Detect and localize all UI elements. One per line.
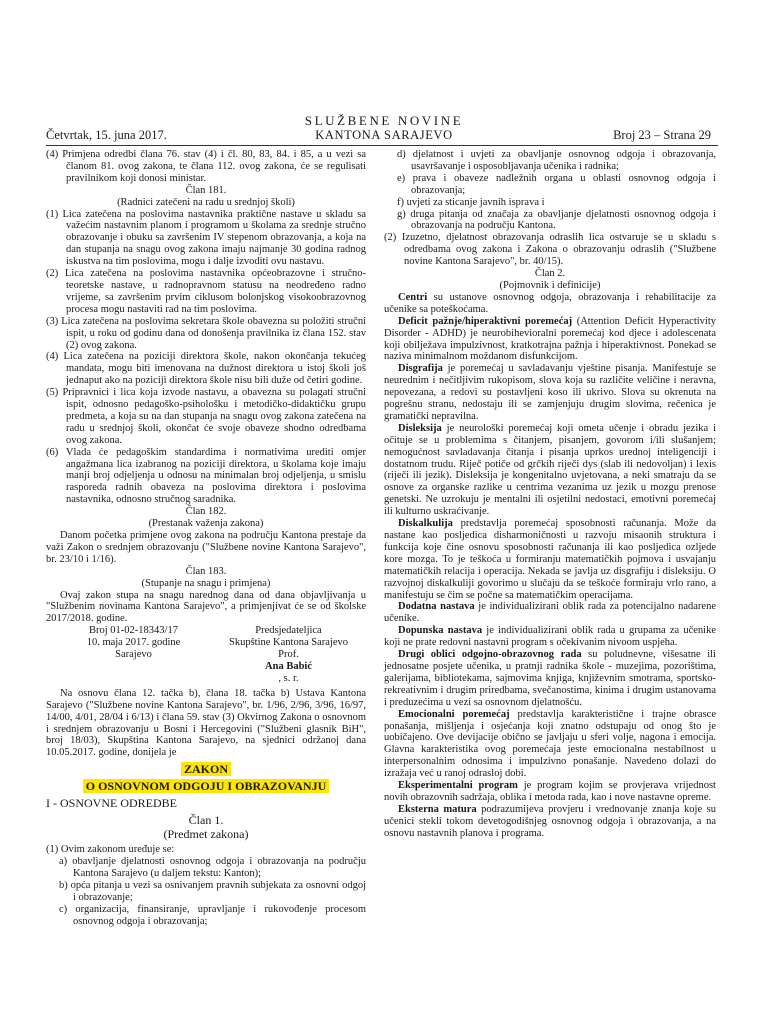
paragraph: (1) Lica zatečena na poslovima nastavnika praktične nastave u skladu sa važećim nastavnim planom i programom u školama za srednje stručno obrazovanje i obuku sa završenim IV stepenom obrazovanja, a koja na dan stupanja na snagu ovog zakona imaju najmanje 30 godina radnog iskustva na tim poslovima, mogu i dalje izvoditi ovu nastavu. — [46, 208, 366, 268]
left-column — [46, 149, 366, 928]
article-heading: Član 182. — [185, 506, 227, 518]
list-item: b) opća pitanja u vezi sa osnivanjem pravnih subjekata za osnovni odgoj i obrazovanje; — [59, 879, 366, 903]
gazette-subtitle: KANTONA SARAJEVO — [315, 128, 453, 142]
document-place: Sarajevo — [115, 649, 152, 661]
article-title: (Predmet zakona) — [163, 827, 249, 842]
issue-number: Broj 23 – Strana 29 — [613, 128, 711, 142]
definition: Diskalkulija predstavlja poremećaj sposobnosti računanja. Može da nastane kao posljedica disharmoničnosti u razvoju misaonih struktura i funkcija koje čine osnovu sposobnosti računanja ili kao posljedica ozljede kore mozga. To je teškoća u formiranju matematičkih pojmova i usvajanju matematičkih relacija i operacija. Nekada se javlja uz disgrafiju i disleksiju. O razvojnoj diskalkuliji govorimo u slučaju da se teškoće formiraju vrlo rano, a manifestuju se čim se počne sa matematičkim operacijama. — [384, 518, 716, 601]
list-item: a) obavljanje djelatnosti osnovnog odgoja i obrazovanja na području Kantona Sarajevo (u daljem tekstu: Kanton); — [59, 856, 366, 880]
list-item: f) uvjeti za sticanje javnih isprava i — [397, 196, 545, 208]
article-heading: Član 1. — [188, 813, 224, 828]
paragraph: (5) Pripravnici i lica koja izvode nastavu, a obavezna su polagati stručni ispit, odnosno pedagoško-psihološku i metodičko-didaktičku grupu predmeta, a koja su na dan stupanja na snagu ovog zakona zatečena na radu u srednjoj školi, okončat će svoje obaveze shodno odredbama ovog zakona. — [46, 387, 366, 446]
article-heading: Član 2. — [534, 268, 566, 280]
definition: Disleksija je neurološki poremećaj koji ometa učenje i obradu jezika i očituje se u problemima s čitanjem, pisanjem, govorom i/ili slušanjem; nemogućnost savladavanja čitanja i pisanja uprkos urednoj inteligenciji i dostatnom trudu. Riječ potiče od grčkih riječi dys (slab ili nedovoljan) i lexis (riječi ili jezik). Disleksija je kongenitalno uvjetovana, a neki smatraju da se osnove za organske razlike u centrima vezanima uz jezik u mozgu prenose genetski. Ne uzrokuju je mentalni ili osjetilni nedostaci, emotivni poremećaj ili kulturno uskraćivanje. — [384, 422, 716, 518]
paragraph: (2) Lica zatečena na poslovima nastavnika općeobrazovne i stručno-teoretske nastave, u radnopravnom statusu na neodređeno radno vrijeme, sa završenim prvim ciklusom bolonjskog visokoobrazovnog procesa mogu nastaviti rad na tim poslovima. — [46, 268, 366, 315]
document-number: Broj 01-02-18343/17 — [89, 625, 178, 637]
paragraph: (2) Izuzetno, djelatnost obrazovanja odraslih lica ostvaruje se u skladu s odredbama ovog zakona i Zakona o obrazovanju odraslih ("Službene novine Kantona Sarajevo", br. 40/15). — [384, 232, 716, 268]
definition: Dodatna nastava je individualizirani oblik rada za potencijalno nadarene učenike. — [384, 601, 716, 625]
gazette-title: SLUŽBENE NOVINE — [304, 113, 464, 128]
article-heading: Član 183. — [185, 565, 227, 577]
header-rule — [46, 145, 718, 146]
article-heading: Član 181. — [185, 184, 227, 196]
article-title: (Prestanak važenja zakona) — [148, 518, 264, 530]
list-item: c) organizacija, finansiranje, upravljanje i rukovođenje procesom osnovnog odgoja i obrazovanja; — [59, 903, 366, 927]
definition: Deficit pažnje/hiperaktivni poremećaj (Attention Deficit Hyperactivity Disorder - ADHD) je neurobihevioralni poremećaj kod djece i adolescenata koji obilježava impulzivnost, kratkotrajna pažnja i hiperaktivnost. Ponekad se naziva minimalnom moždanom disfunkcijom. — [384, 315, 717, 363]
preamble: Na osnovu člana 12. tačka b), člana 18. tačka b) Ustava Kantona Sarajevo ("Službene novine Kantona Sarajevo", br. 1/96, 2/96, 3/96, 16/97, 14/00, 4/01, 28/04 i 6/13) i člana 59. stav (3) Okvirnog Zakona o osnovnom i srednjem obrazovanju u Bosni i Hercegovini ("Službeni glasnik BiH", broj 18/03), Skupština Kantona Sarajevo, na sjednici održanoj dana 10.05.2017. godine, donijela je — [46, 687, 366, 759]
definition: Eksperimentalni program je program kojim se provjerava vrijednost novih obrazovnih sadržaja, oblika i metoda rada, kao i nove nastavne opreme. — [384, 780, 716, 803]
issue-date: Četvrtak, 15. juna 2017. — [46, 128, 167, 142]
definition: Centri su ustanove osnovnog odgoja, obrazovanja i rehabilitacije za učenike sa poteškoćama. — [384, 291, 716, 315]
signatory-body: Skupštine Kantona Sarajevo — [229, 637, 348, 649]
definition: Disgrafija je poremećaj u savladavanju vještine pisanja. Manifestuje se neurednim i nečitljivim rukopisom, slova koja su različite veličine i neravna, nepovezana, a redovi su postavljeni koso ili ukrivo. Slova su okrenuta na pogrešnu stranu, nedostaju ili se zamjenjuju drugim slovima, rečenica je gramatički nepravilna. — [384, 363, 716, 422]
law-subtitle: O OSNOVNOM ODGOJU I OBRAZOVANJU — [83, 779, 329, 793]
law-title: ZAKON — [181, 762, 231, 776]
paragraph: (3) Lica zatečena na poslovima sekretara škole obavezna su položiti stručni ispit, u roku od godinu dana od donošenja pravilnika iz člana 152. stav (2) ovog zakona. — [46, 315, 366, 351]
list-item: e) prava i obaveze nadležnih organa u oblasti osnovnog odgoja i obrazovanja; — [397, 172, 716, 196]
definition: Emocionalni poremećaj predstavlja karakteristične i trajne obrasce ponašanja, mišljenja i osjećanja koji znatno odstupaju od onog što je uobičajeno. Ove devijacije obično se javljaju u sferi volje, nagona i emocija. Glavna karakteristika ovog poremećaja jeste emocionalna nestabilnost u interpersonalnim odnosima i impulzivno ponašanje. Navedeno dolazi do izražaja već u ranoj odrasloj dobi. — [384, 708, 716, 780]
paragraph: (6) Vlada će pedagoškim standardima i normativima urediti omjer angažmana lica izabranog na poziciji direktora, u školama koje imaju manji broj odjeljenja u odnosu na minimalan broj odjeljenja, u smislu rasporeda radnih obaveza na poslovima direktora i poslovima nastavnika, odnosno stručnog saradnika. — [46, 446, 366, 506]
paragraph: Danom početka primjene ovog zakona na području Kantona prestaje da važi Zakon o srednjem obrazovanju ("Službene novine Kantona Sarajevo", br. 23/10 i 1/16). — [46, 530, 366, 565]
definition: Drugi oblici odgojno-obrazovnog rada su poludnevne, višesatne ili jednosatne posjete učenika, u pratnji radnika škole - muzejima, pozorištima, galerijama, bibliotekama, sajmovima knjiga, književnim smotrama, sportsko-rekreativnim i drugim priredbama, svečanostima, kinima i drugim ustanovama i preduzećima u vezi sa osnovnom djelatnošću. — [384, 649, 716, 708]
paragraph: (1) Ovim zakonom uređuje se: — [46, 844, 175, 856]
list-item: g) druga pitanja od značaja za obavljanje djelatnosti osnovnog odgoja i obrazovanja na području Kantona. — [397, 208, 716, 232]
definition: Eksterna matura podrazumijeva provjeru i vrednovanje znanja koje su učenici stekli tokom devetogodišnjeg osnovnog odgoja i obrazovanja, a na osnovu nastavnih planova i programa. — [384, 803, 716, 839]
document-date: 10. maja 2017. godine — [86, 637, 181, 649]
section-heading: I - OSNOVNE ODREDBE — [46, 796, 177, 811]
signatory-name: Prof. Ana Babić , s. r. — [265, 649, 312, 684]
article-title: (Radnici zatečeni na radu u srednjoj školi) — [117, 196, 295, 208]
paragraph: (4) Primjena odredbi člana 76. stav (4) i čl. 80, 83, 84. i 85, a u vezi sa članom 81. ovog zakona, te člana 112. ovog zakona, će se regulisati pravilnikom koji donosi ministar. — [46, 149, 366, 184]
signature-block — [46, 625, 366, 685]
paragraph: Ovaj zakon stupa na snagu narednog dana od dana objavljivanja u "Službenim novinama Kantona Sarajevo", a primjenjivat će se od školske 2017/2018. godine. — [46, 589, 366, 625]
paragraph: (4) Lica zatečena na poziciji direktora škole, nakon okončanja tekućeg mandata, mogu biti imenovana na dužnost direktora u istoj školi još jednaput ako na poziciji direktora škole nisu bili duže od četiri godine. — [46, 351, 366, 387]
signatory-role: Predsjedateljica — [255, 625, 322, 637]
list-item: d) djelatnost i uvjeti za obavljanje osnovnog odgoja i obrazovanja, usavršavanje i osposobljavanja učenika i radnika; — [397, 149, 716, 172]
definition: Dopunska nastava je individualizirani oblik rada u grupama za učenike koji ne prate redovni nastavni program s očekivanim nivoom uspjeha. — [384, 625, 716, 649]
article-title: (Stupanje na snagu i primjena) — [141, 577, 271, 589]
article-title: (Pojmovnik i definicije) — [499, 279, 601, 291]
right-column — [384, 149, 716, 840]
